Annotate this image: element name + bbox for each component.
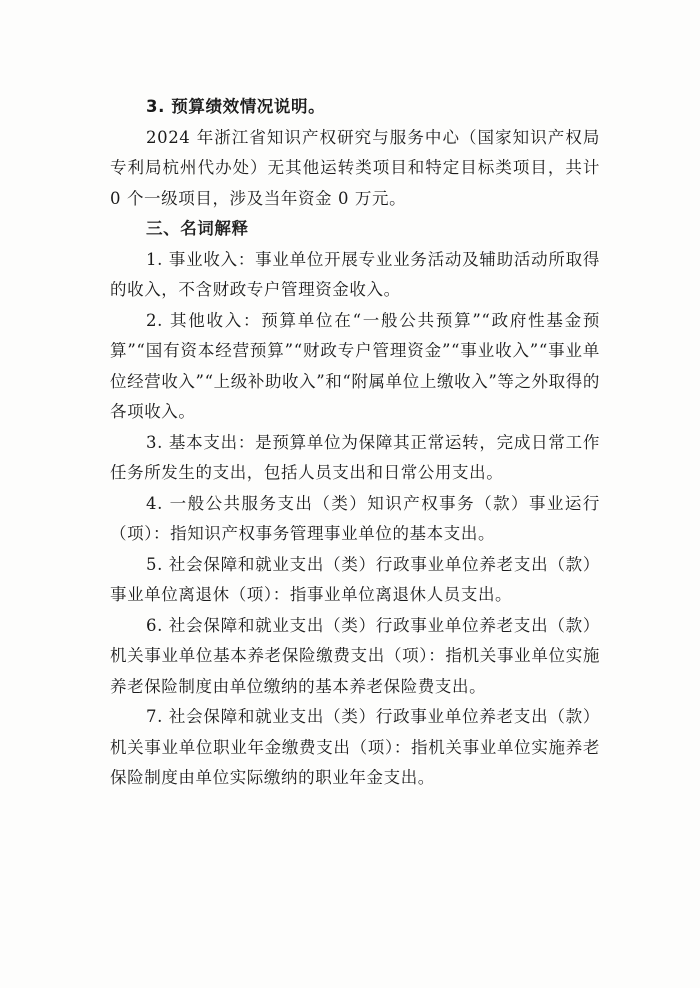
document-body bbox=[110, 92, 600, 794]
section-title-glossary: 三、名词解释 bbox=[146, 219, 249, 238]
glossary-item: 4. 一般公共服务支出（类）知识产权事务（款）事业运行（项）：指知识产权事务管理事业单位的基本支出。 bbox=[110, 493, 600, 543]
glossary-item: 3. 基本支出：是预算单位为保障其正常运转，完成日常工作任务所发生的支出，包括人员支出和日常公用支出。 bbox=[110, 432, 600, 482]
glossary-item: 7. 社会保障和就业支出（类）行政事业单位养老支出（款）机关事业单位职业年金缴费支出（项）：指机关事业单位实施养老保险制度由单位实际缴纳的职业年金支出。 bbox=[110, 707, 600, 787]
heading-budget-performance: 3. 预算绩效情况说明。 bbox=[146, 97, 326, 116]
glossary-item: 1. 事业收入：事业单位开展专业业务活动及辅助活动所取得的收入，不含财政专户管理资金收入。 bbox=[110, 249, 600, 299]
glossary-item: 5. 社会保障和就业支出（类）行政事业单位养老支出（款）事业单位离退休（项）：指事业单位离退休人员支出。 bbox=[110, 554, 600, 604]
glossary-item: 2. 其他收入：预算单位在“一般公共预算”“政府性基金预算”“国有资本经营预算”“财政专户管理资金”“事业收入”“事业单位经营收入”“上级补助收入”和“附属单位上缴收入”等之外取得的各项收入。 bbox=[110, 310, 600, 421]
paragraph-project-summary: 2024 年浙江省知识产权研究与服务中心（国家知识产权局专利局杭州代办处）无其他运转类项目和特定目标类项目，共计 0 个一级项目，涉及当年资金 0 万元。 bbox=[110, 127, 600, 208]
glossary-item: 6. 社会保障和就业支出（类）行政事业单位养老支出（款）机关事业单位基本养老保险缴费支出（项）：指机关事业单位实施养老保险制度由单位缴纳的基本养老保险费支出。 bbox=[110, 615, 600, 696]
